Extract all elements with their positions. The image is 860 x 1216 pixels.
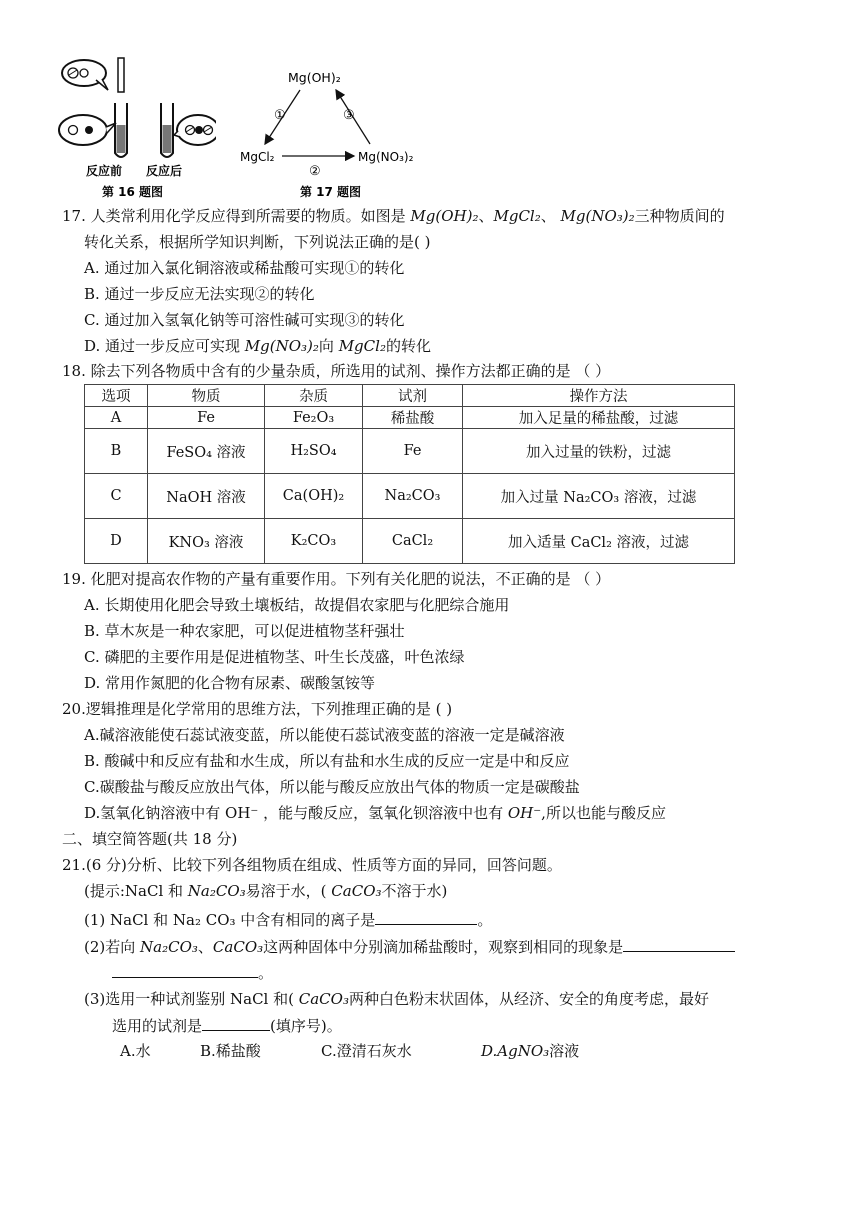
q21-hint: (提示:NaCl 和 Na₂CO₃易溶于水，( CaCO₃不溶于水) (84, 882, 448, 900)
table-row: C NaOH 溶液 Ca(OH)₂ Na₂CO₃ 加入过量 Na₂CO₃ 溶液，过滤 (85, 474, 735, 519)
q20-option-d: D.氢氧化钠溶液中有 OH⁻ ，能与酸反应，氢氧化钡溶液中也有 OH⁻,所以也能与酸反应 (84, 804, 666, 822)
node-mgno32: Mg(NO₃)₂ (358, 150, 414, 164)
q21-part3: (3)选用一种试剂鉴别 NaCl 和( CaCO₃两种白色粉末状固体，从经济、安全的角度考虑，最好 (84, 990, 709, 1008)
q17-option-b: B. 通过一步反应无法实现②的转化 (84, 285, 315, 303)
table-header-row (85, 385, 735, 407)
q17-stem-line2: 转化关系，根据所学知识判断，下列说法正确的是( ) (84, 233, 431, 251)
figure-16-caption: 第 16 题图 (102, 185, 164, 199)
header-impurity: 杂质 (265, 385, 363, 407)
q20-option-b: B. 酸碱中和反应有盐和水生成，所以有盐和水生成的反应一定是中和反应 (84, 752, 570, 770)
section-heading: 二、填空简答题(共 18 分) (62, 830, 238, 848)
q21-part2-cont: 。 (112, 961, 273, 984)
answer-blank-3[interactable] (202, 1014, 270, 1031)
answer-blank-2b[interactable] (112, 961, 258, 978)
q19-option-c: C. 磷肥的主要作用是促进植物茎、叶生长茂盛，叶色浓绿 (84, 648, 465, 666)
table-row: A Fe Fe₂O₃ 稀盐酸 加入足量的稀盐酸，过滤 (85, 407, 735, 429)
table-row: D KNO₃ 溶液 K₂CO₃ CaCl₂ 加入适量 CaCl₂ 溶液，过滤 (85, 519, 735, 564)
q18-stem: 18. 除去下列各物质中含有的少量杂质，所选用的试剂、操作方法都正确的是 （ ） (62, 362, 611, 380)
dropper (118, 58, 124, 92)
label-2: ② (309, 164, 321, 179)
q20-option-a: A.碱溶液能使石蕊试液变蓝，所以能使石蕊试液变蓝的溶液一定是碱溶液 (84, 726, 565, 744)
q21-choice-b: B.稀盐酸 (200, 1042, 261, 1060)
figure-16 (56, 55, 216, 200)
node-mgoh2: Mg(OH)₂ (288, 70, 341, 85)
table-row: B FeSO₄ 溶液 H₂SO₄ Fe 加入过量的铁粉，过滤 (85, 429, 735, 474)
q17-option-d: D. 通过一步反应可实现 Mg(NO₃)₂向 MgCl₂的转化 (84, 337, 431, 355)
q21-part3-cont: 选用的试剂是 (填序号)。 (112, 1014, 342, 1037)
answer-blank-2a[interactable] (623, 935, 735, 952)
particle-empty (80, 69, 88, 77)
q21-part2: (2)若向 Na₂CO₃、CaCO₃这两种固体中分别滴加稀盐酸时，观察到相同的现象是 (84, 935, 735, 958)
label-3: ③ (343, 108, 355, 123)
header-substance: 物质 (148, 385, 265, 407)
q20-option-c: C.碳酸盐与酸反应放出气体，所以能与酸反应放出气体的物质一定是碳酸盐 (84, 778, 580, 796)
header-method: 操作方法 (463, 385, 735, 407)
q18-table (84, 384, 735, 564)
q17-option-c: C. 通过加入氢氧化钠等可溶性碱可实现③的转化 (84, 311, 405, 329)
q21-stem: 21.(6 分)分析、比较下列各组物质在组成、性质等方面的异同，回答问题。 (62, 856, 562, 874)
q19-option-b: B. 草木灰是一种农家肥，可以促进植物茎秆强壮 (84, 622, 405, 640)
q21-choice-c: C.澄清石灰水 (321, 1042, 412, 1060)
header-option: 选项 (85, 385, 148, 407)
answer-blank-1[interactable] (375, 908, 477, 925)
label-after: 反应后 (146, 164, 183, 178)
q17-option-a: A. 通过加入氯化铜溶液或稀盐酸可实现①的转化 (84, 259, 405, 277)
node-mgcl2: MgCl₂ (240, 150, 275, 164)
q20-stem: 20.逻辑推理是化学常用的思维方法，下列推理正确的是 ( ) (62, 700, 453, 718)
q17-stem-line1: 17. 人类常利用化学反应得到所需要的物质。如图是 Mg(OH)₂、MgCl₂、 Mg(NO₃)₂三种物质间的 (62, 207, 725, 225)
q21-part1: (1) NaCl 和 Na₂ CO₃ 中含有相同的离子是 。 (84, 908, 492, 931)
q21-choice-a: A.水 (120, 1042, 151, 1060)
bubble-left (59, 115, 107, 145)
figure-17-caption: 第 17 题图 (300, 185, 362, 199)
q19-option-d: D. 常用作氮肥的化合物有尿素、碳酸氢铵等 (84, 674, 376, 692)
label-1: ① (274, 108, 286, 123)
q19-stem: 19. 化肥对提高农作物的产量有重要作用。下列有关化肥的说法，不正确的是 （ ） (62, 570, 611, 588)
q21-choice-d: D.AgNO₃溶液 (481, 1042, 580, 1060)
label-before: 反应前 (86, 164, 123, 178)
header-reagent: 试剂 (363, 385, 463, 407)
q19-option-a: A. 长期使用化肥会导致土壤板结，故提倡农家肥与化肥综合施用 (84, 596, 510, 614)
figure-17 (238, 62, 428, 200)
